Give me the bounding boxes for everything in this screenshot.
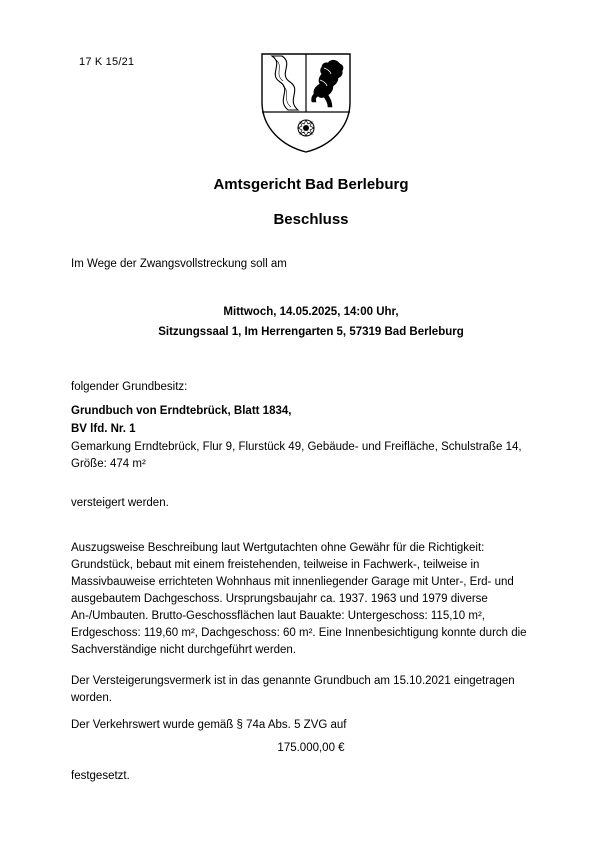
court-name: Amtsgericht Bad Berleburg: [213, 176, 409, 193]
property-description: Auszugsweise Beschreibung laut Wertgutachten ohne Gewähr für die Richtigkeit: Grundstück, bebaut mit einem freistehenden, teilweise in Fachwerk-, teilweise in Massivbauweise errichteten Wohnhaus mit innenliegender Garage mit Unter-, Erd- und ausgebautem Dachgeschoss. Ursprungsbaujahr ca. 1937. 1963 und 1979 diverse An-/Umbauten. Brutto-Geschossflächen laut Bauakte: Untergeschoss: 115,10 m², Erdgeschoss: 119,60 m², Dachgeschoss: 60 m². Eine Innenbesichtigung konnte durch die Sachverständige nicht durchgeführt werden.: [71, 542, 527, 656]
market-value-text: Der Verkehrswert wurde gemäß § 74a Abs. 5 ZVG auf: [71, 719, 347, 731]
case-number: 17 K 15/21: [79, 56, 135, 68]
fixed-text: festgesetzt.: [71, 770, 130, 782]
registration-note: Der Versteigerungsvermerk ist in das genannte Grundbuch am 15.10.2021 eingetragen worden.: [71, 675, 515, 704]
land-register: Grundbuch von Erndtebrück, Blatt 1834,: [71, 405, 292, 417]
auction-date: Mittwoch, 14.05.2025, 14:00 Uhr,: [223, 306, 399, 318]
nrw-coat-of-arms-icon: [258, 50, 354, 154]
parcel-description: Gemarkung Erndtebrück, Flur 9, Flurstück 49, Gebäude- und Freifläche, Schulstraße 14, Größe: 474 m²: [71, 441, 522, 470]
auctioned-text: versteigert werden.: [71, 497, 169, 509]
market-value-amount: 175.000,00 €: [277, 742, 345, 754]
following-text: folgender Grundbesitz:: [71, 381, 188, 393]
document-type: Beschluss: [273, 211, 349, 228]
auction-venue: Sitzungssaal 1, Im Herrengarten 5, 57319 Bad Berleburg: [158, 326, 464, 338]
bv-number: BV lfd. Nr. 1: [71, 423, 136, 435]
intro-text: Im Wege der Zwangsvollstreckung soll am: [71, 258, 287, 270]
